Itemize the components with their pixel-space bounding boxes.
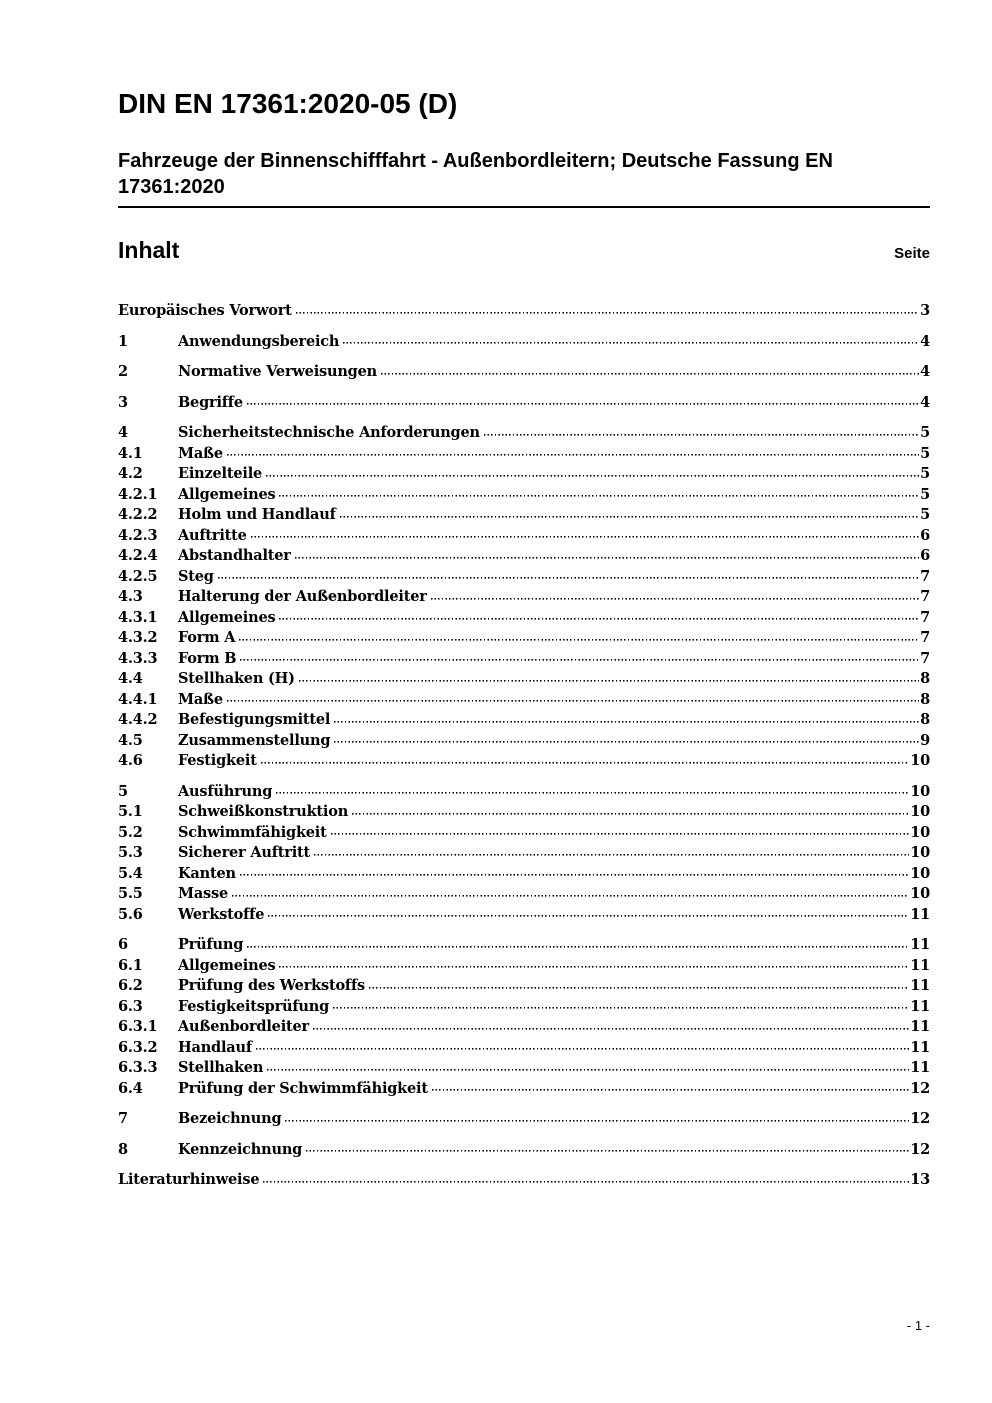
toc-entry-number: 6.4 <box>118 1079 143 1097</box>
toc-entry-page: 5 <box>920 444 930 462</box>
toc-entry-number: 4.4.1 <box>118 690 158 708</box>
dot-leader <box>227 689 919 704</box>
toc-entry-number: 4.3.1 <box>118 608 158 626</box>
document-title: Fahrzeuge der Binnenschifffahrt - Außenbordleitern; Deutsche Fassung EN 17361:2020 <box>118 148 930 208</box>
toc-heading: Inhalt <box>118 237 180 264</box>
dot-leader <box>381 361 919 376</box>
dot-leader <box>218 566 919 581</box>
toc-entry-number: 4.2 <box>118 465 143 483</box>
toc-entry <box>118 709 930 730</box>
dot-leader <box>313 1016 909 1031</box>
dot-leader <box>299 668 919 683</box>
toc-entry <box>118 331 930 352</box>
toc-entry-page: 11 <box>910 905 930 923</box>
toc-entry-title: Halterung der Außenbordleiter <box>178 588 427 606</box>
toc-entry-number: 5.4 <box>118 864 143 882</box>
toc-entry-title: Prüfung <box>178 936 244 954</box>
toc-entry-title: Masse <box>178 885 228 903</box>
toc-entry <box>118 361 930 382</box>
toc-entry-page: 8 <box>920 711 930 729</box>
toc-entry-page: 10 <box>910 864 930 882</box>
dot-leader <box>285 1108 909 1123</box>
dot-leader <box>343 331 919 346</box>
dot-leader <box>352 801 909 816</box>
toc-entry <box>118 781 930 802</box>
toc-entry-page: 5 <box>920 424 930 442</box>
toc-entry-page: 10 <box>910 844 930 862</box>
toc-entry-number: 2 <box>118 363 128 381</box>
toc-entry-page: 9 <box>920 731 930 749</box>
toc-entry-number: 8 <box>118 1140 128 1158</box>
toc-entry-title: Maße <box>178 690 223 708</box>
toc-entry-page: 5 <box>920 465 930 483</box>
toc-entry-number: 1 <box>118 332 128 350</box>
toc-entry-title: Auftritte <box>178 526 247 544</box>
toc-entry-page: 7 <box>920 567 930 585</box>
toc-entry-number: 4.2.2 <box>118 506 158 524</box>
toc-entry-page: 8 <box>920 670 930 688</box>
dot-leader <box>279 484 919 499</box>
toc-entry-title: Sicherer Auftritt <box>178 844 310 862</box>
toc-entry-title: Kanten <box>178 864 236 882</box>
toc-entry <box>118 801 930 822</box>
toc-entry-page: 5 <box>920 485 930 503</box>
toc-entry-number: 3 <box>118 393 128 411</box>
dot-leader <box>279 955 909 970</box>
dot-leader <box>240 863 909 878</box>
toc-entry <box>118 545 930 566</box>
dot-leader <box>276 781 909 796</box>
dot-leader <box>296 300 919 315</box>
toc-entry <box>118 689 930 710</box>
toc-entry <box>118 648 930 669</box>
toc-entry <box>118 463 930 484</box>
toc-entry <box>118 607 930 628</box>
toc-entry <box>118 1016 930 1037</box>
toc-entry-number: 6.1 <box>118 956 143 974</box>
toc-entry-page: 7 <box>920 608 930 626</box>
toc-entry-title: Allgemeines <box>178 608 276 626</box>
toc-entry-page: 11 <box>910 997 930 1015</box>
toc-entry-number: 7 <box>118 1110 128 1128</box>
toc-entry-page: 4 <box>920 332 930 350</box>
toc-entry-page: 10 <box>910 803 930 821</box>
toc-entry-page: 4 <box>920 393 930 411</box>
toc-entry-title: Holm und Handlauf <box>178 506 336 524</box>
toc-entry-page: 6 <box>920 526 930 544</box>
toc-entry-title: Einzelteile <box>178 465 263 483</box>
toc-entry-title: Anwendungsbereich <box>178 332 340 350</box>
toc-entry-number: 6.3.1 <box>118 1018 158 1036</box>
dot-leader <box>432 1078 909 1093</box>
toc-entry-page: 11 <box>910 936 930 954</box>
toc-entry-page: 7 <box>920 588 930 606</box>
toc-entry <box>118 955 930 976</box>
dot-leader <box>267 1057 909 1072</box>
toc-entry <box>118 883 930 904</box>
table-of-contents <box>118 300 930 1190</box>
toc-entry-page: 4 <box>920 363 930 381</box>
toc-entry-title: Werkstoffe <box>178 905 265 923</box>
toc-entry-title: Literaturhinweise <box>118 1171 260 1189</box>
toc-entry-page: 11 <box>910 956 930 974</box>
toc-entry <box>118 484 930 505</box>
dot-leader <box>334 730 919 745</box>
toc-entry-page: 12 <box>910 1110 930 1128</box>
toc-entry-page: 7 <box>920 649 930 667</box>
toc-entry <box>118 1108 930 1129</box>
toc-entry-page: 11 <box>910 1059 930 1077</box>
toc-entry <box>118 1139 930 1160</box>
toc-entry-number: 5.1 <box>118 803 143 821</box>
toc-entry <box>118 1037 930 1058</box>
toc-entry <box>118 627 930 648</box>
dot-leader <box>227 443 919 458</box>
toc-entry-page: 10 <box>910 782 930 800</box>
toc-entry-page: 3 <box>920 302 930 320</box>
toc-entry <box>118 975 930 996</box>
toc-entry-title: Stellhaken <box>178 1059 264 1077</box>
toc-entry <box>118 904 930 925</box>
toc-entry <box>118 1078 930 1099</box>
toc-entry-title: Bezeichnung <box>178 1110 282 1128</box>
toc-entry <box>118 668 930 689</box>
toc-entry-number: 5.2 <box>118 823 143 841</box>
toc-entry <box>118 822 930 843</box>
toc-entry-number: 5.6 <box>118 905 143 923</box>
toc-entry-number: 5.3 <box>118 844 143 862</box>
toc-entry-number: 4.4.2 <box>118 711 158 729</box>
document-number-heading: DIN EN 17361:2020-05 (D) <box>118 88 458 119</box>
toc-entry-title: Allgemeines <box>178 485 276 503</box>
toc-entry-title: Prüfung des Werkstoffs <box>178 977 365 995</box>
toc-entry-number: 4.6 <box>118 752 143 770</box>
toc-entry <box>118 730 930 751</box>
toc-entry <box>118 392 930 413</box>
toc-entry-page: 10 <box>910 823 930 841</box>
dot-leader <box>431 586 919 601</box>
toc-page-column-label: Seite <box>894 245 930 263</box>
toc-entry-page: 12 <box>910 1079 930 1097</box>
dot-leader <box>240 648 919 663</box>
dot-leader <box>266 463 919 478</box>
toc-entry-title: Stellhaken (H) <box>178 670 295 688</box>
toc-entry-page: 12 <box>910 1140 930 1158</box>
toc-entry <box>118 1057 930 1078</box>
toc-entry-title: Normative Verweisungen <box>178 363 377 381</box>
dot-leader <box>306 1139 909 1154</box>
dot-leader <box>314 842 909 857</box>
toc-entry-number: 6.3 <box>118 997 143 1015</box>
toc-entry-title: Schwimmfähigkeit <box>178 823 327 841</box>
toc-entry-title: Kennzeichnung <box>178 1140 303 1158</box>
dot-leader <box>484 422 919 437</box>
toc-entry-number: 4.2.4 <box>118 547 158 565</box>
dot-leader <box>256 1037 909 1052</box>
toc-entry-number: 4.3.2 <box>118 629 158 647</box>
toc-entry <box>118 422 930 443</box>
toc-entry <box>118 586 930 607</box>
toc-entry-number: 4 <box>118 424 128 442</box>
toc-entry-title: Festigkeit <box>178 752 257 770</box>
dot-leader <box>279 607 919 622</box>
toc-entry <box>118 566 930 587</box>
toc-entry-title: Befestigungsmittel <box>178 711 331 729</box>
dot-leader <box>261 750 910 765</box>
toc-entry-title: Festigkeitsprüfung <box>178 997 330 1015</box>
toc-entry <box>118 1169 930 1190</box>
toc-entry-number: 4.5 <box>118 731 143 749</box>
toc-entry-number: 4.1 <box>118 444 143 462</box>
toc-entry <box>118 863 930 884</box>
toc-header <box>118 236 930 264</box>
toc-entry-number: 6 <box>118 936 128 954</box>
page-number-footer: - 1 - <box>906 1318 930 1333</box>
toc-entry-title: Sicherheitstechnische Anforderungen <box>178 424 480 442</box>
toc-entry-number: 4.2.1 <box>118 485 158 503</box>
toc-entry <box>118 525 930 546</box>
toc-entry <box>118 750 930 771</box>
toc-entry-title: Prüfung der Schwimmfähigkeit <box>178 1079 428 1097</box>
toc-entry-title: Ausführung <box>178 782 273 800</box>
toc-entry-page: 11 <box>910 1018 930 1036</box>
toc-entry-title: Allgemeines <box>178 956 276 974</box>
toc-entry-number: 4.3 <box>118 588 143 606</box>
toc-entry-number: 6.3.2 <box>118 1038 158 1056</box>
toc-entry-number: 5 <box>118 782 128 800</box>
toc-entry-page: 8 <box>920 690 930 708</box>
dot-leader <box>295 545 919 560</box>
toc-entry-page: 6 <box>920 547 930 565</box>
toc-entry-page: 5 <box>920 506 930 524</box>
toc-entry-page: 11 <box>910 977 930 995</box>
dot-leader <box>263 1169 909 1184</box>
toc-entry <box>118 842 930 863</box>
toc-entry-page: 7 <box>920 629 930 647</box>
toc-entry-title: Abstandhalter <box>178 547 291 565</box>
toc-entry-number: 4.2.5 <box>118 567 158 585</box>
toc-entry-title: Form A <box>178 629 236 647</box>
dot-leader <box>247 934 909 949</box>
toc-entry-number: 6.2 <box>118 977 143 995</box>
dot-leader <box>268 904 909 919</box>
dot-leader <box>239 627 919 642</box>
toc-entry-title: Form B <box>178 649 237 667</box>
dot-leader <box>232 883 909 898</box>
toc-entry-page: 13 <box>910 1171 930 1189</box>
toc-entry-page: 10 <box>910 885 930 903</box>
toc-entry-title: Außenbordleiter <box>178 1018 309 1036</box>
toc-entry-page: 11 <box>910 1038 930 1056</box>
toc-entry-number: 5.5 <box>118 885 143 903</box>
toc-entry-title: Begriffe <box>178 393 243 411</box>
dot-leader <box>334 709 919 724</box>
toc-entry <box>118 996 930 1017</box>
toc-entry-number: 4.4 <box>118 670 143 688</box>
toc-entry-number: 4.3.3 <box>118 649 158 667</box>
toc-entry-title: Handlauf <box>178 1038 252 1056</box>
toc-entry-title: Maße <box>178 444 223 462</box>
toc-entry <box>118 934 930 955</box>
dot-leader <box>331 822 910 837</box>
toc-entry-page: 10 <box>910 752 930 770</box>
dot-leader <box>251 525 919 540</box>
dot-leader <box>340 504 920 519</box>
toc-entry-title: Europäisches Vorwort <box>118 302 292 320</box>
toc-entry-title: Schweißkonstruktion <box>178 803 349 821</box>
toc-entry-title: Zusammenstellung <box>178 731 331 749</box>
dot-leader <box>369 975 909 990</box>
dot-leader <box>247 392 919 407</box>
toc-entry-title: Steg <box>178 567 214 585</box>
toc-entry <box>118 504 930 525</box>
toc-entry <box>118 300 930 321</box>
toc-entry-number: 4.2.3 <box>118 526 158 544</box>
toc-entry-number: 6.3.3 <box>118 1059 158 1077</box>
toc-entry <box>118 443 930 464</box>
dot-leader <box>333 996 909 1011</box>
